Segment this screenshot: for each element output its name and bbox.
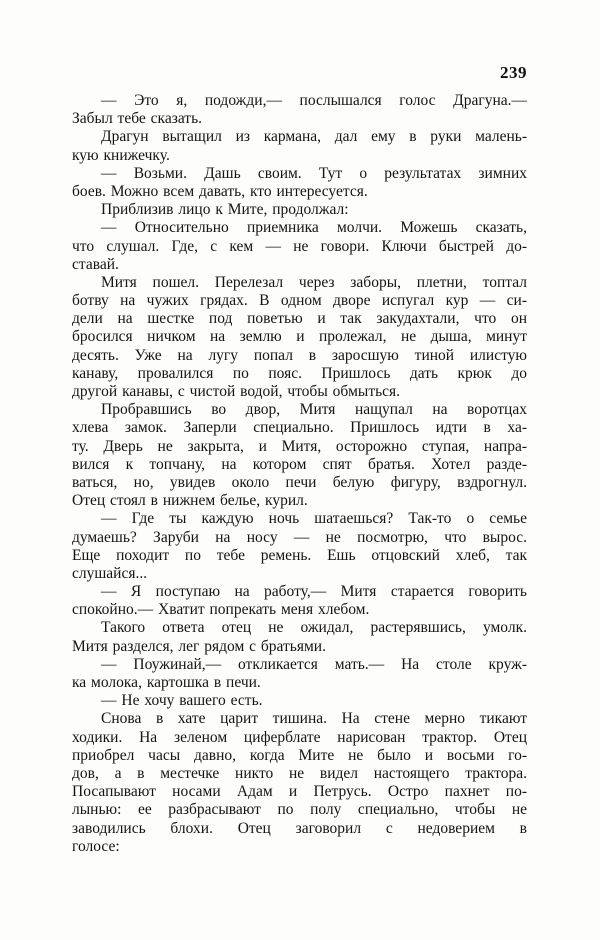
text-line: ботву на чужих грядах. В одном дворе испугал кур — си- <box>72 292 527 310</box>
text-line: бросился ничком на землю и пролежал, не дыша, минут <box>72 328 527 346</box>
text-line: канаву, провалился по пояс. Пришлось дать крюк до <box>72 364 527 382</box>
text-line: ка молока, картошка в печи. <box>72 674 261 691</box>
text-line: — Не хочу вашего есть. <box>101 692 263 710</box>
text-line: ходики. На зеленом циферблате нарисован трактор. Отец <box>72 728 527 746</box>
text-line: думаешь? Заруби на носу — не посмотрю, что вырос. <box>72 528 527 546</box>
text-line: другой канавы, с чистой водой, чтобы обмыться. <box>72 383 401 400</box>
text-line: приобрел часы давно, когда Мите не было и восьми го- <box>72 746 527 764</box>
text-line: вился к топчану, на котором спят братья. Хотел разде- <box>72 455 527 473</box>
text-line: дели на шестке под поветью и так закудахтали, что он <box>72 310 527 328</box>
text-line: Драгун вытащил из кармана, дал ему в руки малень- <box>101 128 527 146</box>
text-line: — Возьми. Дашь своим. Тут о результатах зимних <box>101 164 527 182</box>
text-line: — Где ты каждую ночь шатаешься? Так-то о семье <box>101 510 527 528</box>
text-line: что слушал. Где, с кем — не говори. Ключи быстрей до- <box>72 237 527 255</box>
text-line: — Относительно приемника молчи. Можешь сказать, <box>101 219 527 237</box>
text-line: — Поужинай,— откликается мать.— На столе круж- <box>101 655 527 673</box>
text-line: Посапывают носами Адам и Петрусь. Остро пахнет по- <box>72 783 527 801</box>
text-line: боев. Можно всем давать, кто интересуется. <box>72 182 368 200</box>
text-line: Такого ответа отец не ожидал, растерявшись, умолк. <box>101 619 527 637</box>
text-line: Приблизив лицо к Мите, продолжал: <box>101 201 349 219</box>
text-line: ваться, но, увидев около печи белую фигуру, вздрогнул. <box>72 473 527 491</box>
text-line: Еще походит по тебе ремень. Ешь отцовский хлеб, так <box>72 546 527 564</box>
text-line: ставай. <box>72 255 119 273</box>
text-line: Забыл тебе сказать. <box>72 110 203 128</box>
text-line: ту. Дверь не закрыта, и Митя, осторожно ступая, напра- <box>72 437 527 455</box>
text-line: Митя пошел. Перелезал через заборы, плетни, топтал <box>101 273 527 291</box>
text-line: — Это я, подожди,— послышался голос Драгуна.— <box>101 92 527 109</box>
text-line: дов, а в местечке никто не видел настоящего трактора. <box>72 764 527 782</box>
text-line: спокойно.— Хватит попрекать меня хлебом. <box>72 601 370 619</box>
text-line: хлева замок. Заперли специально. Пришлось идти в ха- <box>72 419 527 437</box>
body-text <box>72 92 527 856</box>
text-line: Отец стоял в нижнем белье, курил. <box>72 492 308 510</box>
text-line: Митя разделся, лег рядом с братьями. <box>72 637 326 655</box>
page-number: 239 <box>500 63 527 82</box>
text-line: кую книжечку. <box>72 146 170 164</box>
text-line: Снова в хате царит тишина. На стене мерно тикают <box>101 710 527 728</box>
text-line: лынью: ее разбрасывают по полу специально, чтобы не <box>72 801 527 819</box>
text-line: заводились блохи. Отец заговорил с недоверием в <box>72 819 527 837</box>
text-line: слушайся... <box>72 564 148 582</box>
text-line: десять. Уже на лугу попал в заросшую тиной илистую <box>72 346 527 364</box>
text-line: голосе: <box>72 837 120 855</box>
text-line: — Я поступаю на работу,— Митя старается говорить <box>101 583 527 601</box>
text-line: Пробравшись во двор, Митя нащупал на воротцах <box>101 401 527 419</box>
